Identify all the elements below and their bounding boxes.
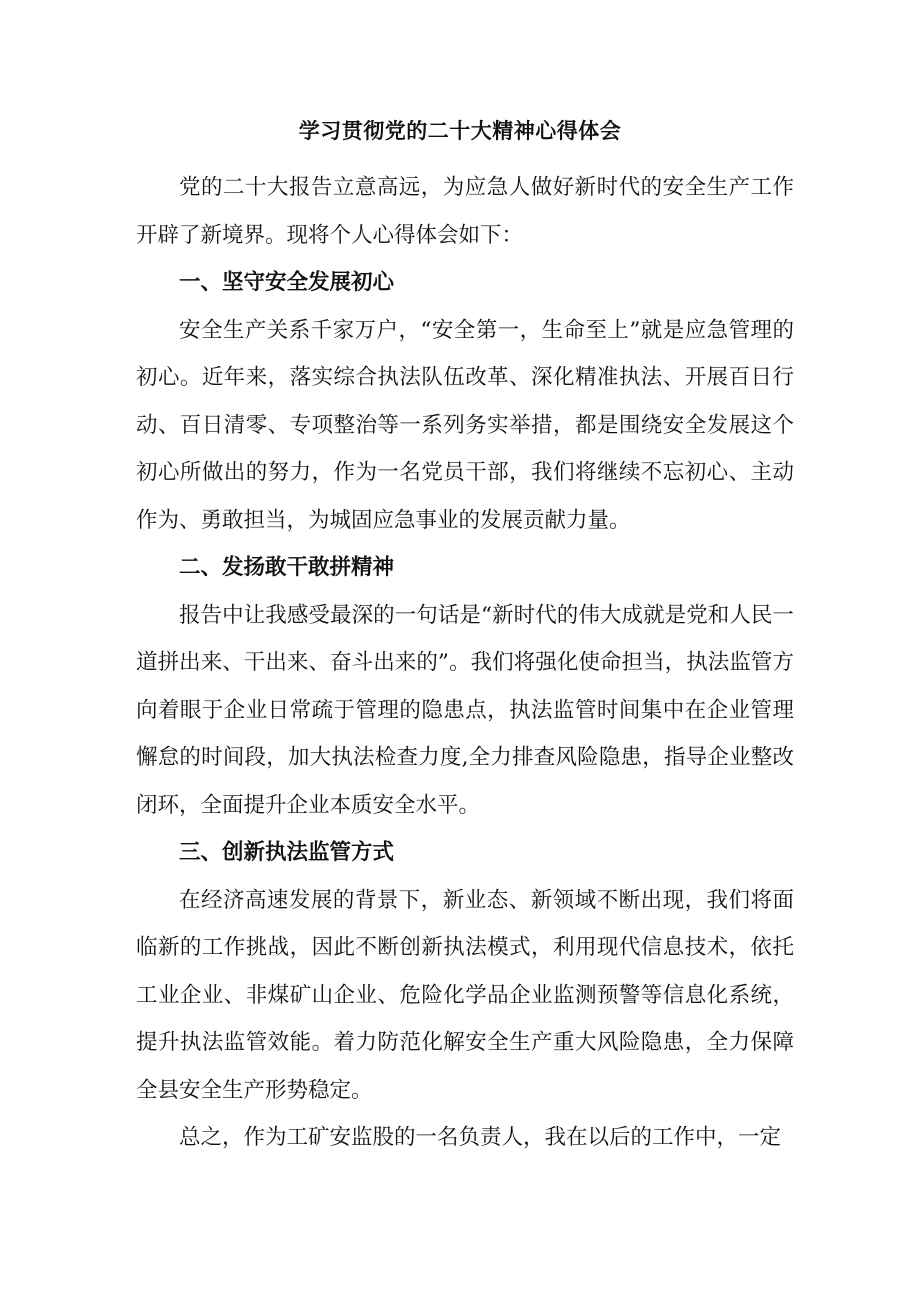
section-body-1: 安全生产关系千家万户，“安全第一，生命至上”就是应急管理的初心。近年来，落实综合执法队伍改革、深化精准执法、开展百日行动、百日清零、专项整治等一系列务实举措，都是围绕安全发展这个初心所做出的努力，作为一名党员干部，我们将继续不忘初心、主动作为、勇敢担当，为城固应急事业的发展贡献力量。 bbox=[136, 317, 794, 533]
document-body bbox=[136, 164, 794, 1162]
intro-paragraph: 党的二十大报告立意高远，为应急人做好新时代的安全生产工作开辟了新境界。现将个人心得体会如下： bbox=[136, 175, 794, 248]
section-body-3: 在经济高速发展的背景下，新业态、新领域不断出现，我们将面临新的工作挑战，因此不断创新执法模式，利用现代信息技术，依托工业企业、非煤矿山企业、危险化学品企业监测预警等信息化系统，提升执法监管效能。着力防范化解安全生产重大风险隐患，全力保障全县安全生产形势稳定。 bbox=[136, 887, 794, 1103]
section-body-2: 报告中让我感受最深的一句话是“新时代的伟大成就是党和人民一道拼出来、干出来、奋斗出来的”。我们将强化使命担当，执法监管方向着眼于企业日常疏于管理的隐患点，执法监管时间集中在企业管理懈怠的时间段，加大执法检查力度,全力排查风险隐患，指导企业整改闭环，全面提升企业本质安全水平。 bbox=[136, 602, 794, 818]
section-heading-3: 三、创新执法监管方式 bbox=[179, 840, 395, 865]
section-heading-1: 一、坚守安全发展初心 bbox=[179, 270, 395, 295]
closing-paragraph: 总之，作为工矿安监股的一名负责人，我在以后的工作中，一定 bbox=[179, 1125, 782, 1150]
document-title: 学习贯彻党的二十大精神心得体会 bbox=[298, 119, 622, 143]
section-heading-2: 二、发扬敢干敢拼精神 bbox=[179, 555, 395, 580]
